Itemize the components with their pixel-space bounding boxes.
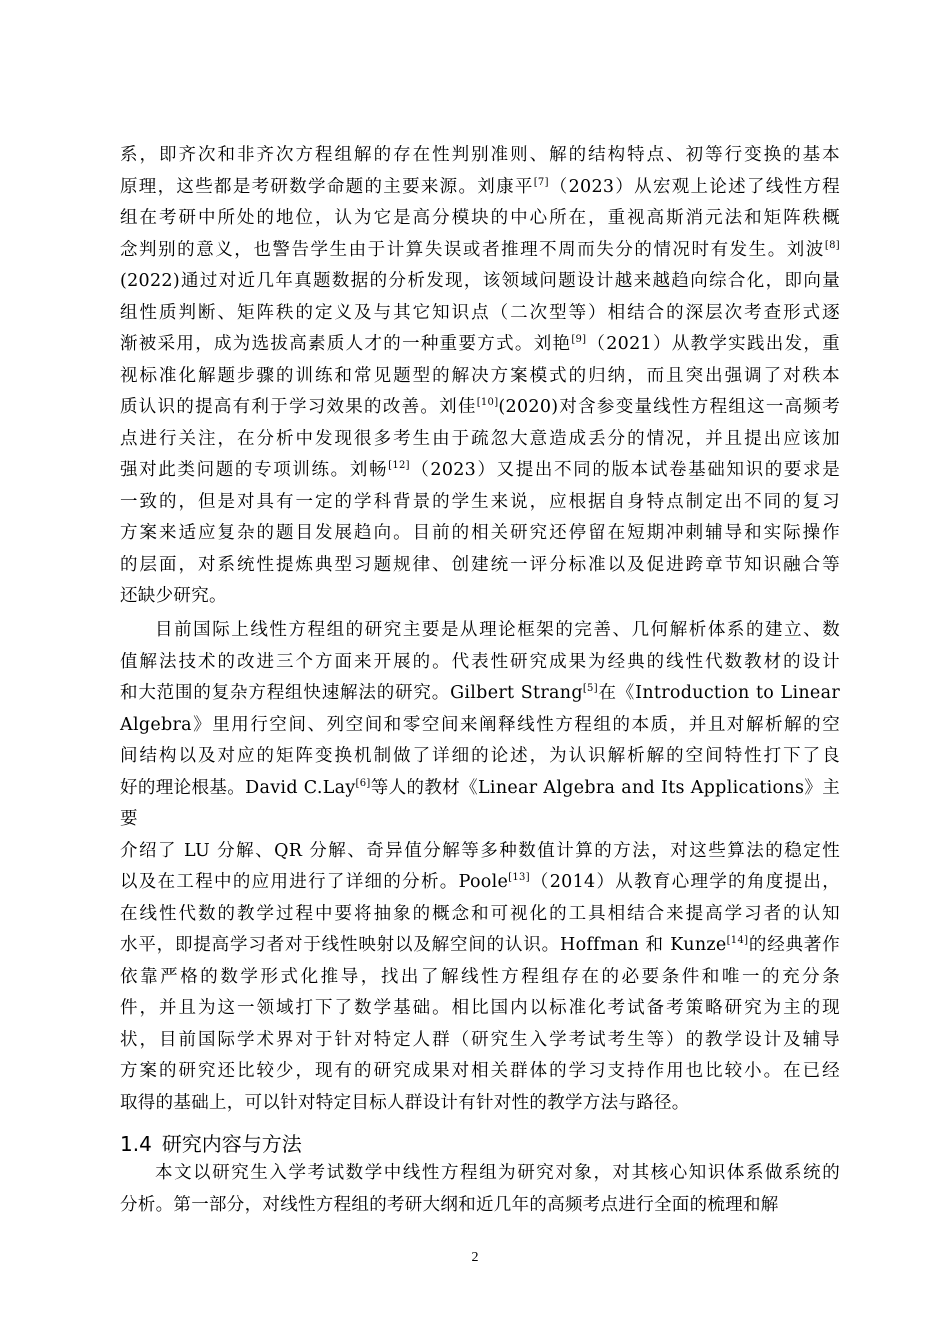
text-line [120,993,840,1025]
text-segment: (2022)通过对近几年真题数据的分析发现，该领域问题设计越来越趋向综合化，即向量 [120,271,840,291]
text-segment: 组在考研中所处的地位，认为它是高分模块的中心所在，重视高斯消元法和矩阵秩概 [120,208,840,228]
text-line [120,647,840,679]
text-segment: 渐被采用，成为选拔高素质人才的一种重要方式。刘艳 [120,334,572,354]
text-line [120,550,840,582]
text-segment: （2023）从宏观上论述了线性方程 [548,176,840,197]
text-line [120,615,840,647]
text-segment: 强对此类问题的专项训练。刘畅 [120,460,389,480]
text-line [120,329,840,361]
citation-ref: [10] [476,397,499,409]
text-line [120,424,840,456]
text-segment: 方案的研究还比较少，现有的研究成果对相关群体的学习支持作用也比较小。在已经 [120,1061,840,1081]
text-segment: 念判别的意义，也警告学生由于计算失误或者推理不周而失分的情况时有发生。刘波 [120,239,825,260]
text-segment: 状，目前国际学术界对于针对特定人群（研究生入学考试考生等）的教学设计及辅导 [120,1029,840,1050]
text-segment: 组性质判断、矩阵秩的定义及与其它知识点（二次型等）相结合的深层次考查形式逐 [120,302,840,323]
section-heading [120,1128,302,1157]
citation-ref: [8] [824,239,840,251]
text-line [120,1025,840,1057]
text-line [120,266,840,298]
text-segment: 目前国际上线性方程组的研究主要是从理论框架的完善、几何解析体系的建立、数 [155,620,840,640]
text-line [120,581,840,613]
text-segment: （2014）从教育心理学的角度提出， [529,872,840,892]
citation-ref: [9] [571,334,587,346]
text-line [120,298,840,330]
text-line [120,678,840,710]
section-title: 研究内容与方法 [161,1132,302,1156]
text-segment: （2023）又提出不同的版本试卷基础知识的要求是 [409,460,841,480]
text-segment: 本文以研究生入学考试数学中线性方程组为研究对象，对其核心知识体系做系统的 [155,1163,840,1183]
text-line [120,741,840,773]
citation-ref: [7] [533,176,549,188]
text-line [120,773,840,836]
text-segment: 取得的基础上，可以针对特定目标人群设计有针对性的教学方法与路径。 [120,1092,690,1113]
text-segment: 系，即齐次和非齐次方程组解的存在性判别准则、解的结构特点、初等行变换的基本 [120,145,840,165]
citation-ref: [12] [388,460,410,472]
text-segment: 还缺少研究。 [120,586,227,606]
text-segment: 值解法技术的改进三个方面来开展的。代表性研究成果为经典的线性代数教材的设计 [120,651,840,672]
text-segment: 间结构以及对应的矩阵变换机制做了详细的论述，为认识解析解的空间特性打下了良 [120,746,840,766]
text-line [120,140,840,172]
body-paragraph-research-content [120,1158,840,1221]
text-segment: 和大范围的复杂方程组快速解法的研究。Gilbert Strang [120,683,583,703]
text-segment: 介绍了 LU 分解、QR 分解、奇异值分解等多种数值计算的方法，对这些算法的稳定性 [120,840,840,861]
text-line [120,487,840,519]
text-segment: 分析。第一部分，对线性方程组的考研大纲和近几年的高频考点进行全面的梳理和解 [120,1194,779,1215]
text-line [120,1088,840,1120]
text-segment: 视标准化解题步骤的训练和常见题型的解决方案模式的归纳，而且突出强调了对秩本 [120,365,840,386]
citation-ref: [6] [355,777,371,789]
text-line [120,1158,840,1190]
text-line [120,1056,840,1088]
text-line [120,836,840,868]
text-line [120,962,840,994]
text-segment: 的经典著作 [748,935,840,955]
text-line [120,518,840,550]
text-segment: 点进行关注，在分析中发现很多考生由于疏忽大意造成丢分的情况，并且提出应该加 [120,428,840,449]
text-line [120,710,840,742]
text-segment: 件，并且为这一领域打下了数学基础。相比国内以标准化考试备考策略研究为主的现 [120,998,840,1018]
text-line [120,899,840,931]
text-line [120,1190,840,1222]
text-line [120,235,840,267]
page-number: 2 [471,1250,479,1265]
text-segment: 在《Introduction to Linear [597,683,840,703]
text-segment: 在线性代数的教学过程中要将抽象的概念和可视化的工具相结合来提高学习者的认知 [120,903,840,924]
text-line [120,172,840,204]
text-segment: (2020)对含参变量线性方程组这一高频考 [498,397,840,417]
text-segment: （2021）从教学实践出发，重 [586,334,840,354]
text-segment: 等人的教材《Linear Algebra and Its Applications》主要 [120,777,840,829]
body-paragraph-literature-domestic [120,140,840,613]
text-line [120,361,840,393]
text-line [120,203,840,235]
text-segment: 水平，即提高学习者对于线性映射以及解空间的认识。Hoffman 和 Kunze [120,935,727,955]
text-line [120,867,840,899]
text-line [120,392,840,424]
text-segment: 好的理论根基。David C.Lay [120,777,356,798]
body-paragraph-literature-international [120,615,840,1119]
text-segment: 的层面，对系统性提炼典型习题规律、创建统一评分标准以及促进跨章节知识融合等 [120,554,840,575]
text-segment: 方案来适应复杂的题目发展趋向。目前的相关研究还停留在短期冲刺辅导和实际操作 [120,523,840,543]
text-segment: 原理，这些都是考研数学命题的主要来源。刘康平 [120,176,534,197]
text-segment: 质认识的提高有利于学习效果的改善。刘佳 [120,397,477,417]
section-number: 1.4 [120,1132,152,1156]
text-line [120,930,840,962]
text-segment: 一致的，但是对具有一定的学科背景的学生来说，应根据自身特点制定出不同的复习 [120,491,840,512]
text-segment: 以及在工程中的应用进行了详细的分析。Poole [120,872,509,892]
citation-ref: [14] [726,935,749,947]
citation-ref: [13] [508,872,530,884]
text-line [120,455,840,487]
text-segment: Algebra》里用行空间、列空间和零空间来阐释线性方程组的本质，并且对解析解的空 [120,714,840,735]
citation-ref: [5] [582,683,598,695]
text-segment: 依靠严格的数学形式化推导，找出了解线性方程组存在的必要条件和唯一的充分条 [120,966,840,987]
